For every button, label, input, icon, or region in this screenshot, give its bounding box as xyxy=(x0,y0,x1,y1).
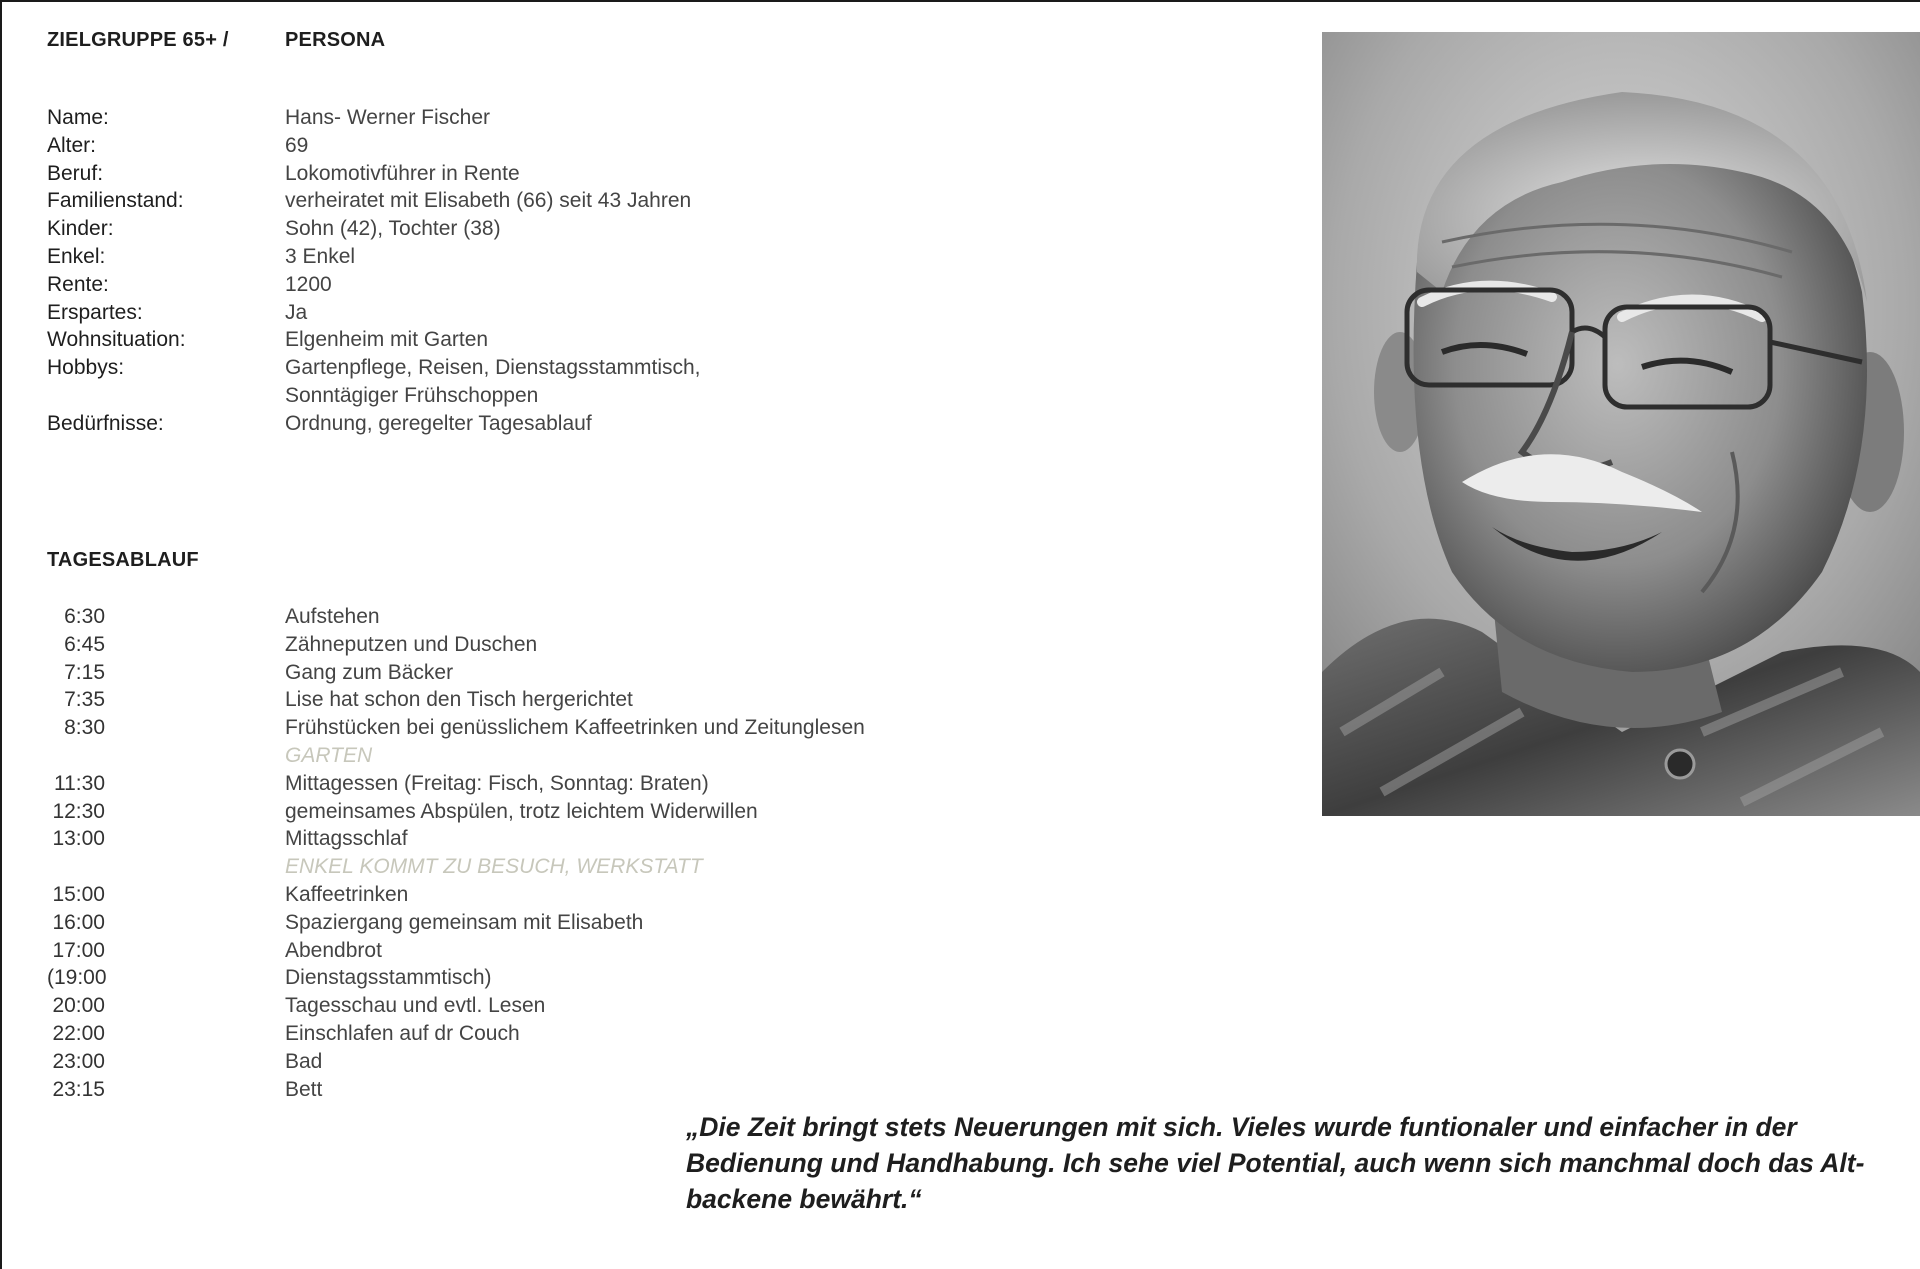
schedule-time: 13:00 xyxy=(52,827,105,851)
profile-value: Sohn (42), Tochter (38) xyxy=(285,217,501,241)
schedule-activity: Mittagessen (Freitag: Fisch, Sonntag: Braten) xyxy=(285,771,709,795)
profile-label: Name: xyxy=(47,106,109,129)
schedule-time: 6:45 xyxy=(64,632,105,656)
profile-label: Hobbys: xyxy=(47,356,125,380)
schedule-heading: TAGESABLAUF xyxy=(47,549,199,571)
profile-label: Kinder: xyxy=(47,217,114,241)
target-group-heading: ZIELGRUPPE 65+ / xyxy=(47,29,229,51)
profile-label: Rente: xyxy=(47,272,109,296)
schedule-activity: Einschlafen auf dr Couch xyxy=(285,1021,520,1045)
schedule-time: 17:00 xyxy=(52,938,105,962)
schedule-time: 11:30 xyxy=(54,771,105,795)
persona-heading: PERSONA xyxy=(285,29,386,51)
schedule-activity: Tagesschau und evtl. Lesen xyxy=(285,994,546,1018)
schedule-time: 16:00 xyxy=(52,910,105,934)
schedule-activity: Dienstagsstammtisch) xyxy=(285,966,492,990)
profile-label: Beruf: xyxy=(47,161,104,185)
profile-value: Ordnung, geregelter Tagesablauf xyxy=(285,411,592,435)
schedule-activity: Zähneputzen und Duschen xyxy=(285,632,538,656)
schedule-activity: gemeinsames Abspülen, trotz leichtem Widerwillen xyxy=(285,799,758,823)
schedule-activity: GARTEN xyxy=(285,743,373,767)
schedule-time: 7:35 xyxy=(64,688,105,712)
schedule-time: 6:30 xyxy=(64,605,105,628)
schedule-activity: Gang zum Bäcker xyxy=(285,660,454,684)
profile-value: 1200 xyxy=(285,272,332,296)
schedule-time: 23:15 xyxy=(52,1077,105,1101)
profile-label: Bedürfnisse: xyxy=(47,411,164,435)
profile-label: Enkel: xyxy=(47,244,106,268)
schedule-activity: Mittagsschlaf xyxy=(285,827,408,851)
schedule-activity: Abendbrot xyxy=(285,938,382,962)
schedule-activity: Bett xyxy=(285,1077,323,1101)
schedule-time: 15:00 xyxy=(52,882,105,906)
schedule-activity: Bad xyxy=(285,1049,323,1073)
profile-value: verheiratet mit Elisabeth (66) seit 43 Jahren xyxy=(285,189,692,213)
profile-value: Elgenheim mit Garten xyxy=(285,328,489,352)
persona-quote: „Die Zeit bringt stets Neuerungen mit sich. Vieles wurde funtionaler und einfacher in der Bedienung und Handhabung. Ich sehe viel Potential, auch wenn sich manchmal doch das Alt-backene bewährt.“ xyxy=(686,1112,1865,1214)
profile-value: Ja xyxy=(285,300,308,324)
profile-value: Hans- Werner Fischer xyxy=(285,106,490,129)
profile-label: Alter: xyxy=(47,133,97,157)
schedule-time: 23:00 xyxy=(52,1049,105,1073)
schedule-activity: Frühstücken bei genüsslichem Kaffeetrinken und Zeitunglesen xyxy=(285,716,865,740)
profile-value: Gartenpflege, Reisen, Dienstagsstammtisch, xyxy=(285,356,701,380)
schedule-activity: ENKEL KOMMT ZU BESUCH, WERKSTATT xyxy=(285,855,703,879)
profile-label: Wohnsituation: xyxy=(47,328,186,352)
page-border-left xyxy=(0,0,2,1269)
schedule-activity: Lise hat schon den Tisch hergerichtet xyxy=(285,688,633,712)
profile-value: 3 Enkel xyxy=(285,244,356,268)
schedule-time: 7:15 xyxy=(64,660,105,684)
schedule-time: 8:30 xyxy=(64,716,105,740)
schedule-activity: Spaziergang gemeinsam mit Elisabeth xyxy=(285,910,644,934)
page-border-top xyxy=(0,0,1920,2)
schedule-time: 22:00 xyxy=(52,1021,105,1045)
schedule-time: 12:30 xyxy=(52,799,105,823)
profile-value: Lokomotivführer in Rente xyxy=(285,161,520,185)
schedule-activity: Kaffeetrinken xyxy=(285,882,409,906)
schedule-time: (19:00 xyxy=(47,966,107,990)
schedule-time: 20:00 xyxy=(52,994,105,1018)
profile-label: Erspartes: xyxy=(47,300,143,324)
schedule-activity: Aufstehen xyxy=(285,605,380,628)
persona-portrait-photo xyxy=(1322,32,1920,816)
profile-value: 69 xyxy=(285,133,309,157)
profile-label: Familienstand: xyxy=(47,189,184,213)
profile-value: Sonntägiger Frühschoppen xyxy=(285,383,539,407)
